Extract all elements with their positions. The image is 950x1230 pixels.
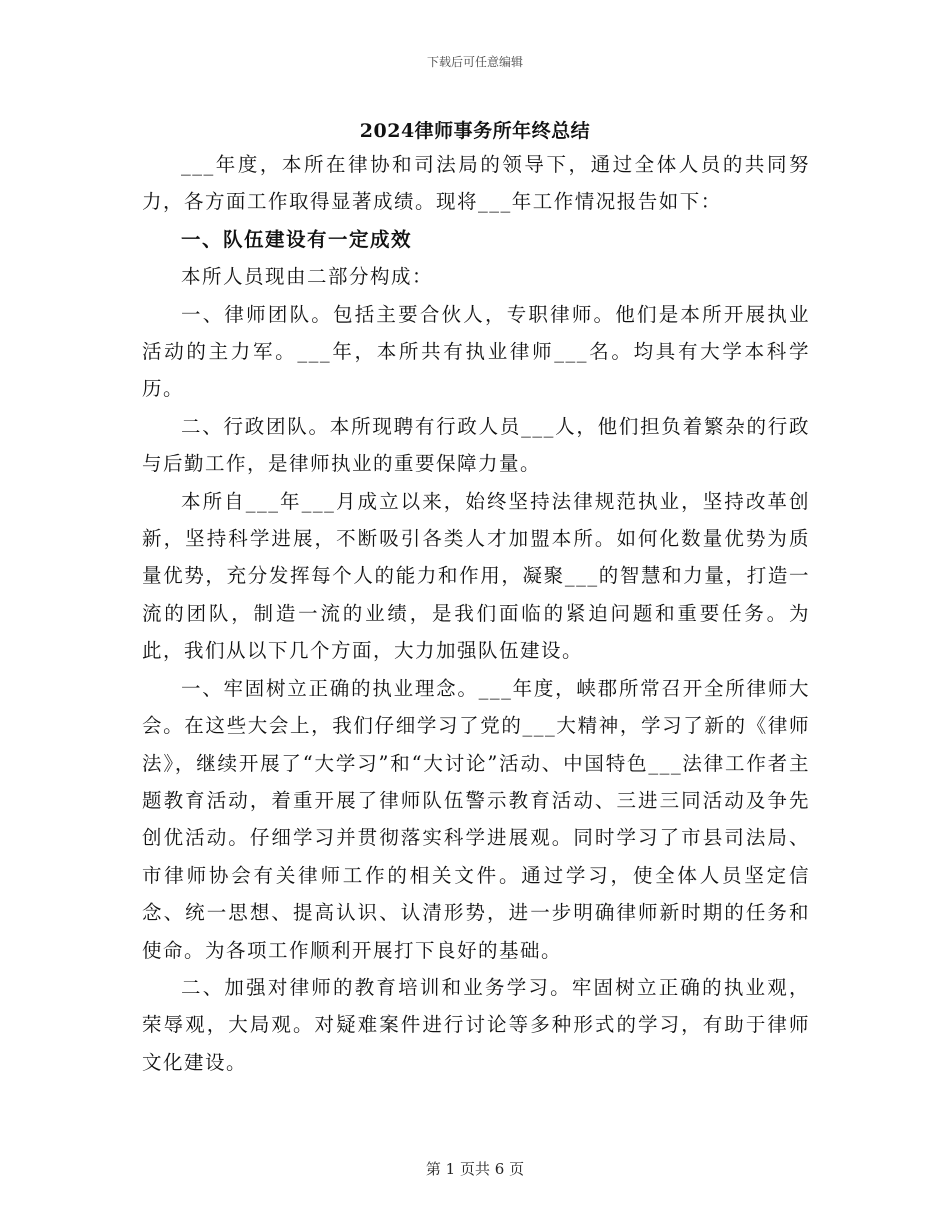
section-heading: 一、队伍建设有一定成效 [181, 227, 413, 251]
body-paragraph: 一、律师团队。包括主要合伙人，专职律师。他们是本所开展执业活动的主力军。___年，本所共有执业律师___名。均具有大学本科学历。 [142, 302, 810, 401]
page-number-footer: 第 1 页共 6 页 [425, 1160, 525, 1178]
body-paragraph: 一、牢固树立正确的执业理念。___年度，峡郡所常召开全所律师大会。在这些大会上，我们仔细学习了党的___大精神，学习了新的《律师法》，继续开展了“大学习”和“大讨论”活动、中国特色___法律工作者主题教育活动，着重开展了律师队伍警示教育活动、三进三同活动及争先创优活动。仔细学习并贯彻落实科学进展观。同时学习了市县司法局、市律师协会有关律师工作的相关文件。通过学习，使全体人员坚定信念、统一思想、提高认识、认清形势，进一步明确律师新时期的任务和使命。为各项工作顺利开展打下良好的基础。 [142, 676, 810, 962]
document-body [142, 146, 810, 1081]
page-header-note: 下载后可任意编辑 [426, 55, 523, 69]
body-paragraph: 本所自___年___月成立以来，始终坚持法律规范执业，坚持改革创新，坚持科学进展，不断吸引各类人才加盟本所。如何化数量优势为质量优势，充分发挥每个人的能力和作用，凝聚___的智慧和力量，打造一流的团队，制造一流的业绩，是我们面临的紧迫问题和重要任务。为此，我们从以下几个方面，大力加强队伍建设。 [142, 489, 810, 663]
body-paragraph: 二、加强对律师的教育培训和业务学习。牢固树立正确的执业观，荣辱观，大局观。对疑难案件进行讨论等多种形式的学习，有助于律师文化建设。 [142, 975, 810, 1074]
body-paragraph: 二、行政团队。本所现聘有行政人员___人，他们担负着繁杂的行政与后勤工作，是律师执业的重要保障力量。 [142, 414, 810, 476]
intro-paragraph: ___年度，本所在律协和司法局的领导下，通过全体人员的共同努力，各方面工作取得显著成绩。现将___年工作情况报告如下： [142, 153, 810, 214]
document-title: 2024律师事务所年终总结 [359, 120, 591, 142]
body-paragraph: 本所人员现由二部分构成： [181, 265, 434, 289]
